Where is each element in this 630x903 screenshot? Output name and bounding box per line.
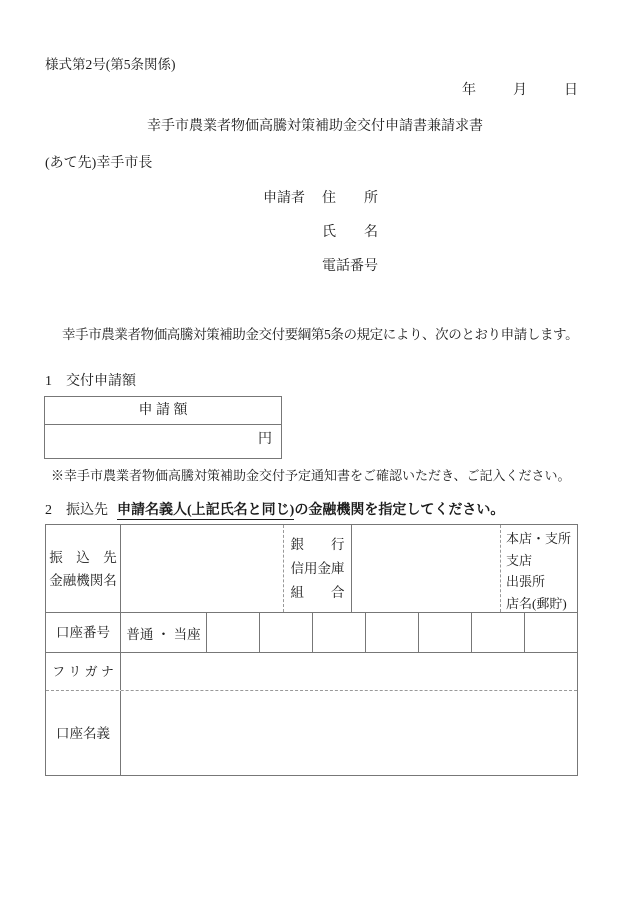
account-number-digit-cell-5[interactable] [419,613,472,652]
section2-heading-number: 2 振込先 [45,503,108,518]
section2-instruction [117,503,504,518]
bank-type-bank: 銀 行 [290,536,345,552]
date-month-label: 月 [513,83,527,98]
account-name-label: 口座名義 [46,691,121,775]
date-year-label: 年 [462,83,476,98]
payee-label-line1: 振 込 先 [49,549,117,565]
section2-instruction-underlined: 申請名義人(上記氏名と同じ) [117,503,295,518]
bank-type-options [284,525,352,612]
account-number-label: 口座番号 [46,613,121,652]
applicant-phone-label: 電話番号 [322,259,378,274]
document-title: 幸手市農業者物価高騰対策補助金交付申請書兼請求書 [147,119,483,134]
yen-unit-label: 円 [258,432,272,447]
account-number-digit-cell-2[interactable] [260,613,313,652]
applicant-address-label: 住 所 [322,191,378,206]
account-number-digit-cell-7[interactable] [525,613,577,652]
payee-label-line2: 金融機関名 [49,572,117,588]
branch-name-input-cell[interactable] [352,525,501,612]
account-type-options-label: 普通 ・ 当座 [126,626,201,642]
date-line [300,79,578,99]
branch-type-honten-shisho: 本店・支所 [506,531,572,546]
furigana-input-cell[interactable] [121,653,577,690]
amount-input-cell[interactable] [45,425,281,458]
bank-row-furigana [46,653,577,691]
bank-transfer-table [45,524,578,776]
branch-type-tenmei-yucho: 店名(郵貯) [506,595,567,611]
account-name-input-cell[interactable] [121,691,577,775]
section2-instruction-rest: の金融機関を指定してください。 [294,503,505,518]
furigana-label: フ リ ガ ナ [46,653,121,690]
payee-bank-label [46,525,121,612]
bank-row-account-number [46,613,577,653]
application-amount-table [44,396,282,459]
account-number-digit-cell-6[interactable] [472,613,525,652]
branch-type-options [501,525,577,612]
bank-row-financial-institution [46,525,577,613]
branch-type-shiten: 支店 [506,552,533,568]
section1-heading: 1 交付申請額 [45,374,136,389]
bank-type-shinkin: 信用金庫 [290,560,345,576]
applicant-label: 申請者 [263,191,305,206]
account-number-digit-cell-3[interactable] [313,613,366,652]
bank-row-account-name [46,691,577,775]
account-number-digit-cell-1[interactable] [207,613,260,652]
account-type-select-cell[interactable] [121,613,207,652]
branch-type-shucchojo: 出張所 [506,574,546,589]
addressee: (あて先)幸手市長 [45,156,153,171]
account-number-digit-cell-4[interactable] [366,613,419,652]
date-day-label: 日 [564,83,578,98]
declaration-text: 幸手市農業者物価高騰対策補助金交付要綱第5条の規定により、次のとおり申請します。 [62,327,579,342]
amount-table-header: 申 請 額 [45,397,281,425]
bank-type-kumiai: 組 合 [290,584,345,600]
bank-name-input-cell[interactable] [121,525,284,612]
amount-note: ※幸手市農業者物価高騰対策補助金交付予定通知書をご確認いただき、ご記入ください。 [51,468,571,483]
section2-heading [45,499,504,519]
form-number: 様式第2号(第5条関係) [45,57,176,72]
applicant-name-label: 氏 名 [322,225,378,240]
